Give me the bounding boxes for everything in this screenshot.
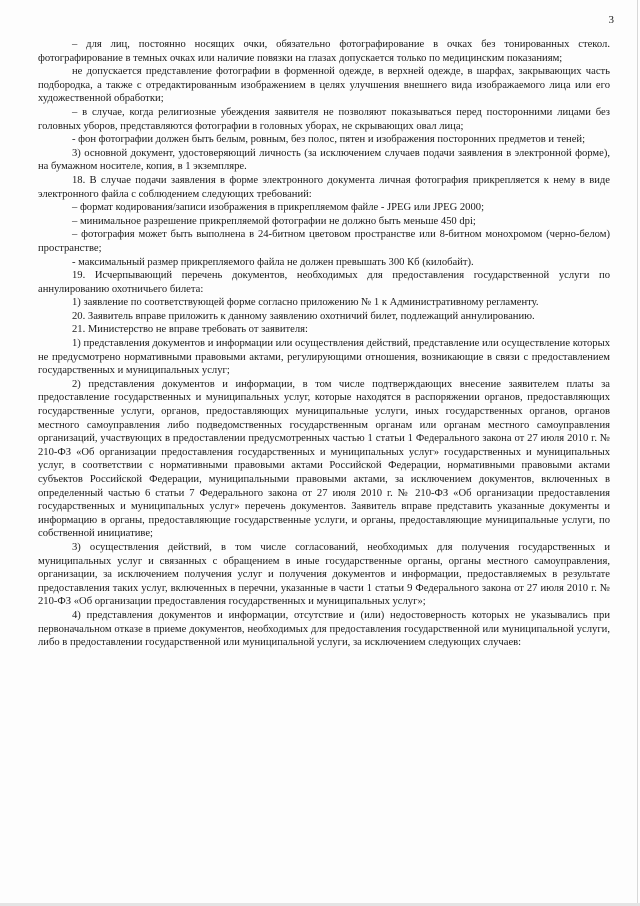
paragraph-religious: – в случае, когда религиозные убеждения заявителя не позволяют показываться перед посторонними лицами без головных уборов, представляются фотографии в головных уборах, не скрывающих овал лица; xyxy=(38,106,610,132)
paragraph-21-1: 1) представления документов и информации или осуществления действий, представление или осуществление которых не предусмотрено нормативными правовыми актами, регулирующими отношения, возникающие в связи с предоставлением государственных и муниципальных услуг; xyxy=(38,338,610,377)
paragraph-21-4: 4) представления документов и информации, отсутствие и (или) недостоверность которых не указывались при первоначальном отказе в приеме документов, необходимых для предоставления государственной или муниципальной услуги, либо в предоставлении государственной или муниципальной услуги, за исключением следующих случаев: xyxy=(38,609,610,649)
paragraph-color-space: – фотография может быть выполнена в 24-битном цветовом пространстве или 8-битном монохромом (черно-белом) пространстве; xyxy=(38,229,610,254)
paragraph-21: 21. Министерство не вправе требовать от заявителя: xyxy=(72,324,308,336)
paragraph-resolution: – минимальное разрешение прикрепляемой фотографии не должно быть меньше 450 dpi; xyxy=(72,215,476,227)
page-number: 3 xyxy=(608,14,614,26)
paragraph-identity-document: 3) основной документ, удостоверяющий личность (за исключением случаев подачи заявления в электронной форме), на бумажном носителе, копия, в 1 экземпляре. xyxy=(38,147,610,173)
paragraph-background: - фон фотографии должен быть белым, ровным, без полос, пятен и изображения посторонних предметов и теней; xyxy=(72,134,586,146)
document-body xyxy=(38,38,610,650)
paragraph-20: 20. Заявитель вправе приложить к данному заявлению охотничий билет, подлежащий аннулированию. xyxy=(72,310,535,322)
paragraph-format: – формат кодирования/записи изображения в прикрепляемом файле - JPEG или JPEG 2000; xyxy=(72,202,485,214)
paragraph-18: 18. В случае подачи заявления в форме электронного документа личная фотография прикрепляется к нему в виде электронного файла с соблюдением следующих требований: xyxy=(38,174,610,200)
paragraph-glasses: – для лиц, постоянно носящих очки, обязательно фотографирование в очках без тонированных стекол. фотографирование в темных очках или наличие повязки на глазах допускается только по медицинским показаниям; xyxy=(38,39,610,64)
paragraph-21-2: 2) представления документов и информации, в том числе подтверждающих внесение заявителем платы за предоставление государственных и муниципальных услуг, которые находятся в распоряжении органов, предоставляющих государственные услуги, органов, предоставляющих муниципальные услуги, иных государственных органов, органов местного самоуправления либо подведомственных государственным органам или органам местного самоуправления организаций, участвующих в предоставлении предусмотренных частью 1 статьи 1 Федерального закона от 27 июля 2010 г. № 210-ФЗ «Об организации предоставления государственных и муниципальных услуг» государственных и муниципальных услуг, в соответствии с нормативными правовыми актами Российской Федерации, нормативными правовыми актами субъектов Российской Федерации, муниципальными правовыми актами, за исключением документов, включенных в определенный частью 6 статьи 7 Федерального закона от 27 июля 2010 г. № 210-ФЗ «Об организации предоставления государственных и муниципальных услуг» перечень документов. Заявитель вправе представить указанные документы и информацию в органы, предоставляющие государственные услуги, и органы, предоставляющие муниципальные услуги, по собственной инициативе; xyxy=(38,378,610,540)
paragraph-21-3: 3) осуществления действий, в том числе согласований, необходимых для получения государственных и муниципальных услуг и связанных с обращением в иные государственные органы, органы местного самоуправления, организации, за исключением получения услуг и получения документов и информации, предоставляемых в результате предоставления таких услуг, включенных в перечни, указанные в части 1 статьи 9 Федерального закона от 27 июля 2010 г. № 210-ФЗ «Об организации предоставления государственных и муниципальных услуг»; xyxy=(38,541,610,608)
scan-edge-right xyxy=(637,0,638,906)
paragraph-19: 19. Исчерпывающий перечень документов, необходимых для предоставления государственной услуги по аннулированию охотничьего билета: xyxy=(38,270,610,295)
paragraph-19-1: 1) заявление по соответствующей форме согласно приложению № 1 к Административному регламенту. xyxy=(72,297,539,309)
paragraph-uniform: не допускается представление фотографии в форменной одежде, в верхней одежде, в шарфах, закрывающих часть подбородка, а также с отредактированным изображением в целях улучшения внешнего вида изображаемого лица или его художественной обработки; xyxy=(38,66,610,105)
paragraph-file-size: - максимальный размер прикрепляемого файла не должен превышать 300 Кб (килобайт). xyxy=(72,256,474,268)
